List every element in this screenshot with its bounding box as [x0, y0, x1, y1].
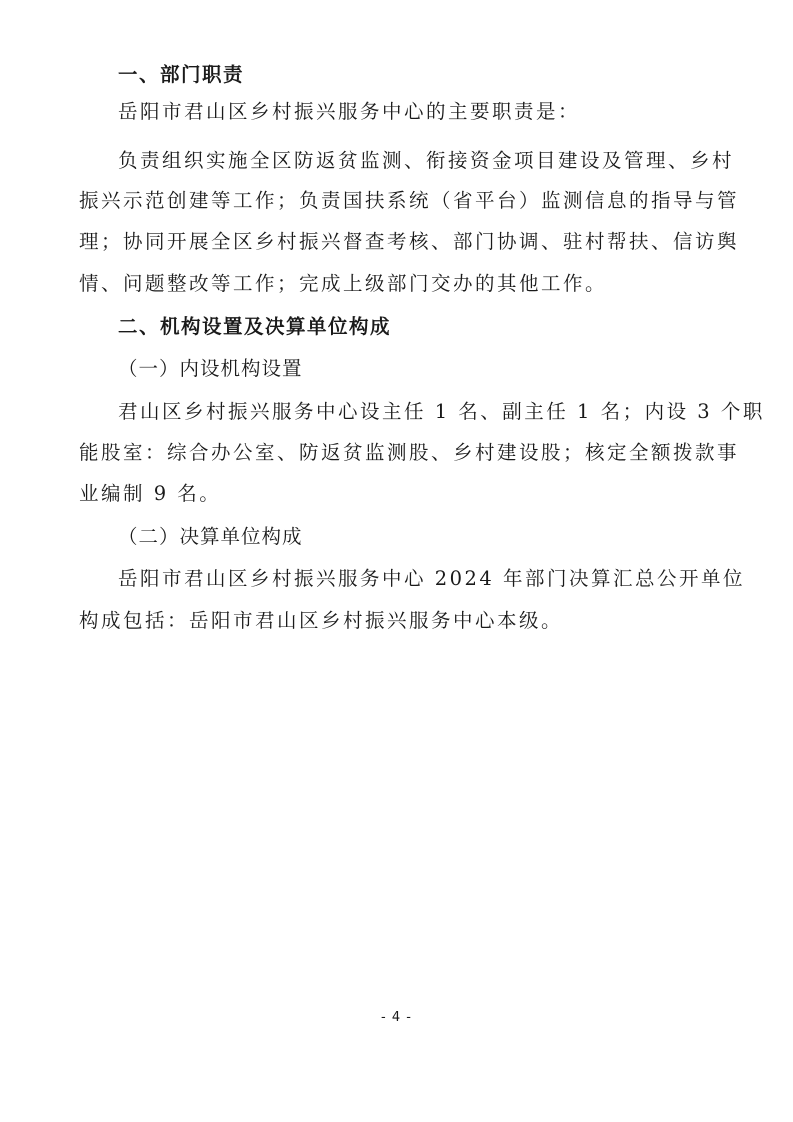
subsection-title-internal-units: （一）内设机构设置: [118, 357, 303, 380]
internal-units-line-1: 君山区乡村振兴服务中心设主任 1 名、副主任 1 名；内设 3 个职: [118, 400, 765, 423]
internal-units-line-3: 业编制 9 名。: [79, 482, 222, 505]
budget-units-line-2: 构成包括：岳阳市君山区乡村振兴服务中心本级。: [79, 609, 564, 632]
duties-line-1: 负责组织实施全区防返贫监测、衔接资金项目建设及管理、乡村: [118, 149, 735, 172]
subsection-title-budget-units: （二）决算单位构成: [118, 525, 303, 548]
duties-line-4: 情、问题整改等工作；完成上级部门交办的其他工作。: [79, 272, 608, 295]
section-heading-duties: 一、部门职责: [118, 63, 245, 86]
duties-line-2: 振兴示范创建等工作；负责国扶系统（省平台）监测信息的指导与管: [79, 189, 740, 212]
duties-intro: 岳阳市君山区乡村振兴服务中心的主要职责是：: [118, 100, 581, 123]
page-number: - 4 -: [381, 1010, 412, 1025]
section-heading-structure: 二、机构设置及决算单位构成: [118, 315, 392, 338]
internal-units-line-2: 能股室：综合办公室、防返贫监测股、乡村建设股；核定全额拨款事: [79, 441, 740, 464]
budget-units-line-1: 岳阳市君山区乡村振兴服务中心 2024 年部门决算汇总公开单位: [118, 567, 746, 590]
duties-line-3: 理；协同开展全区乡村振兴督查考核、部门协调、驻村帮扶、信访舆: [79, 230, 740, 253]
